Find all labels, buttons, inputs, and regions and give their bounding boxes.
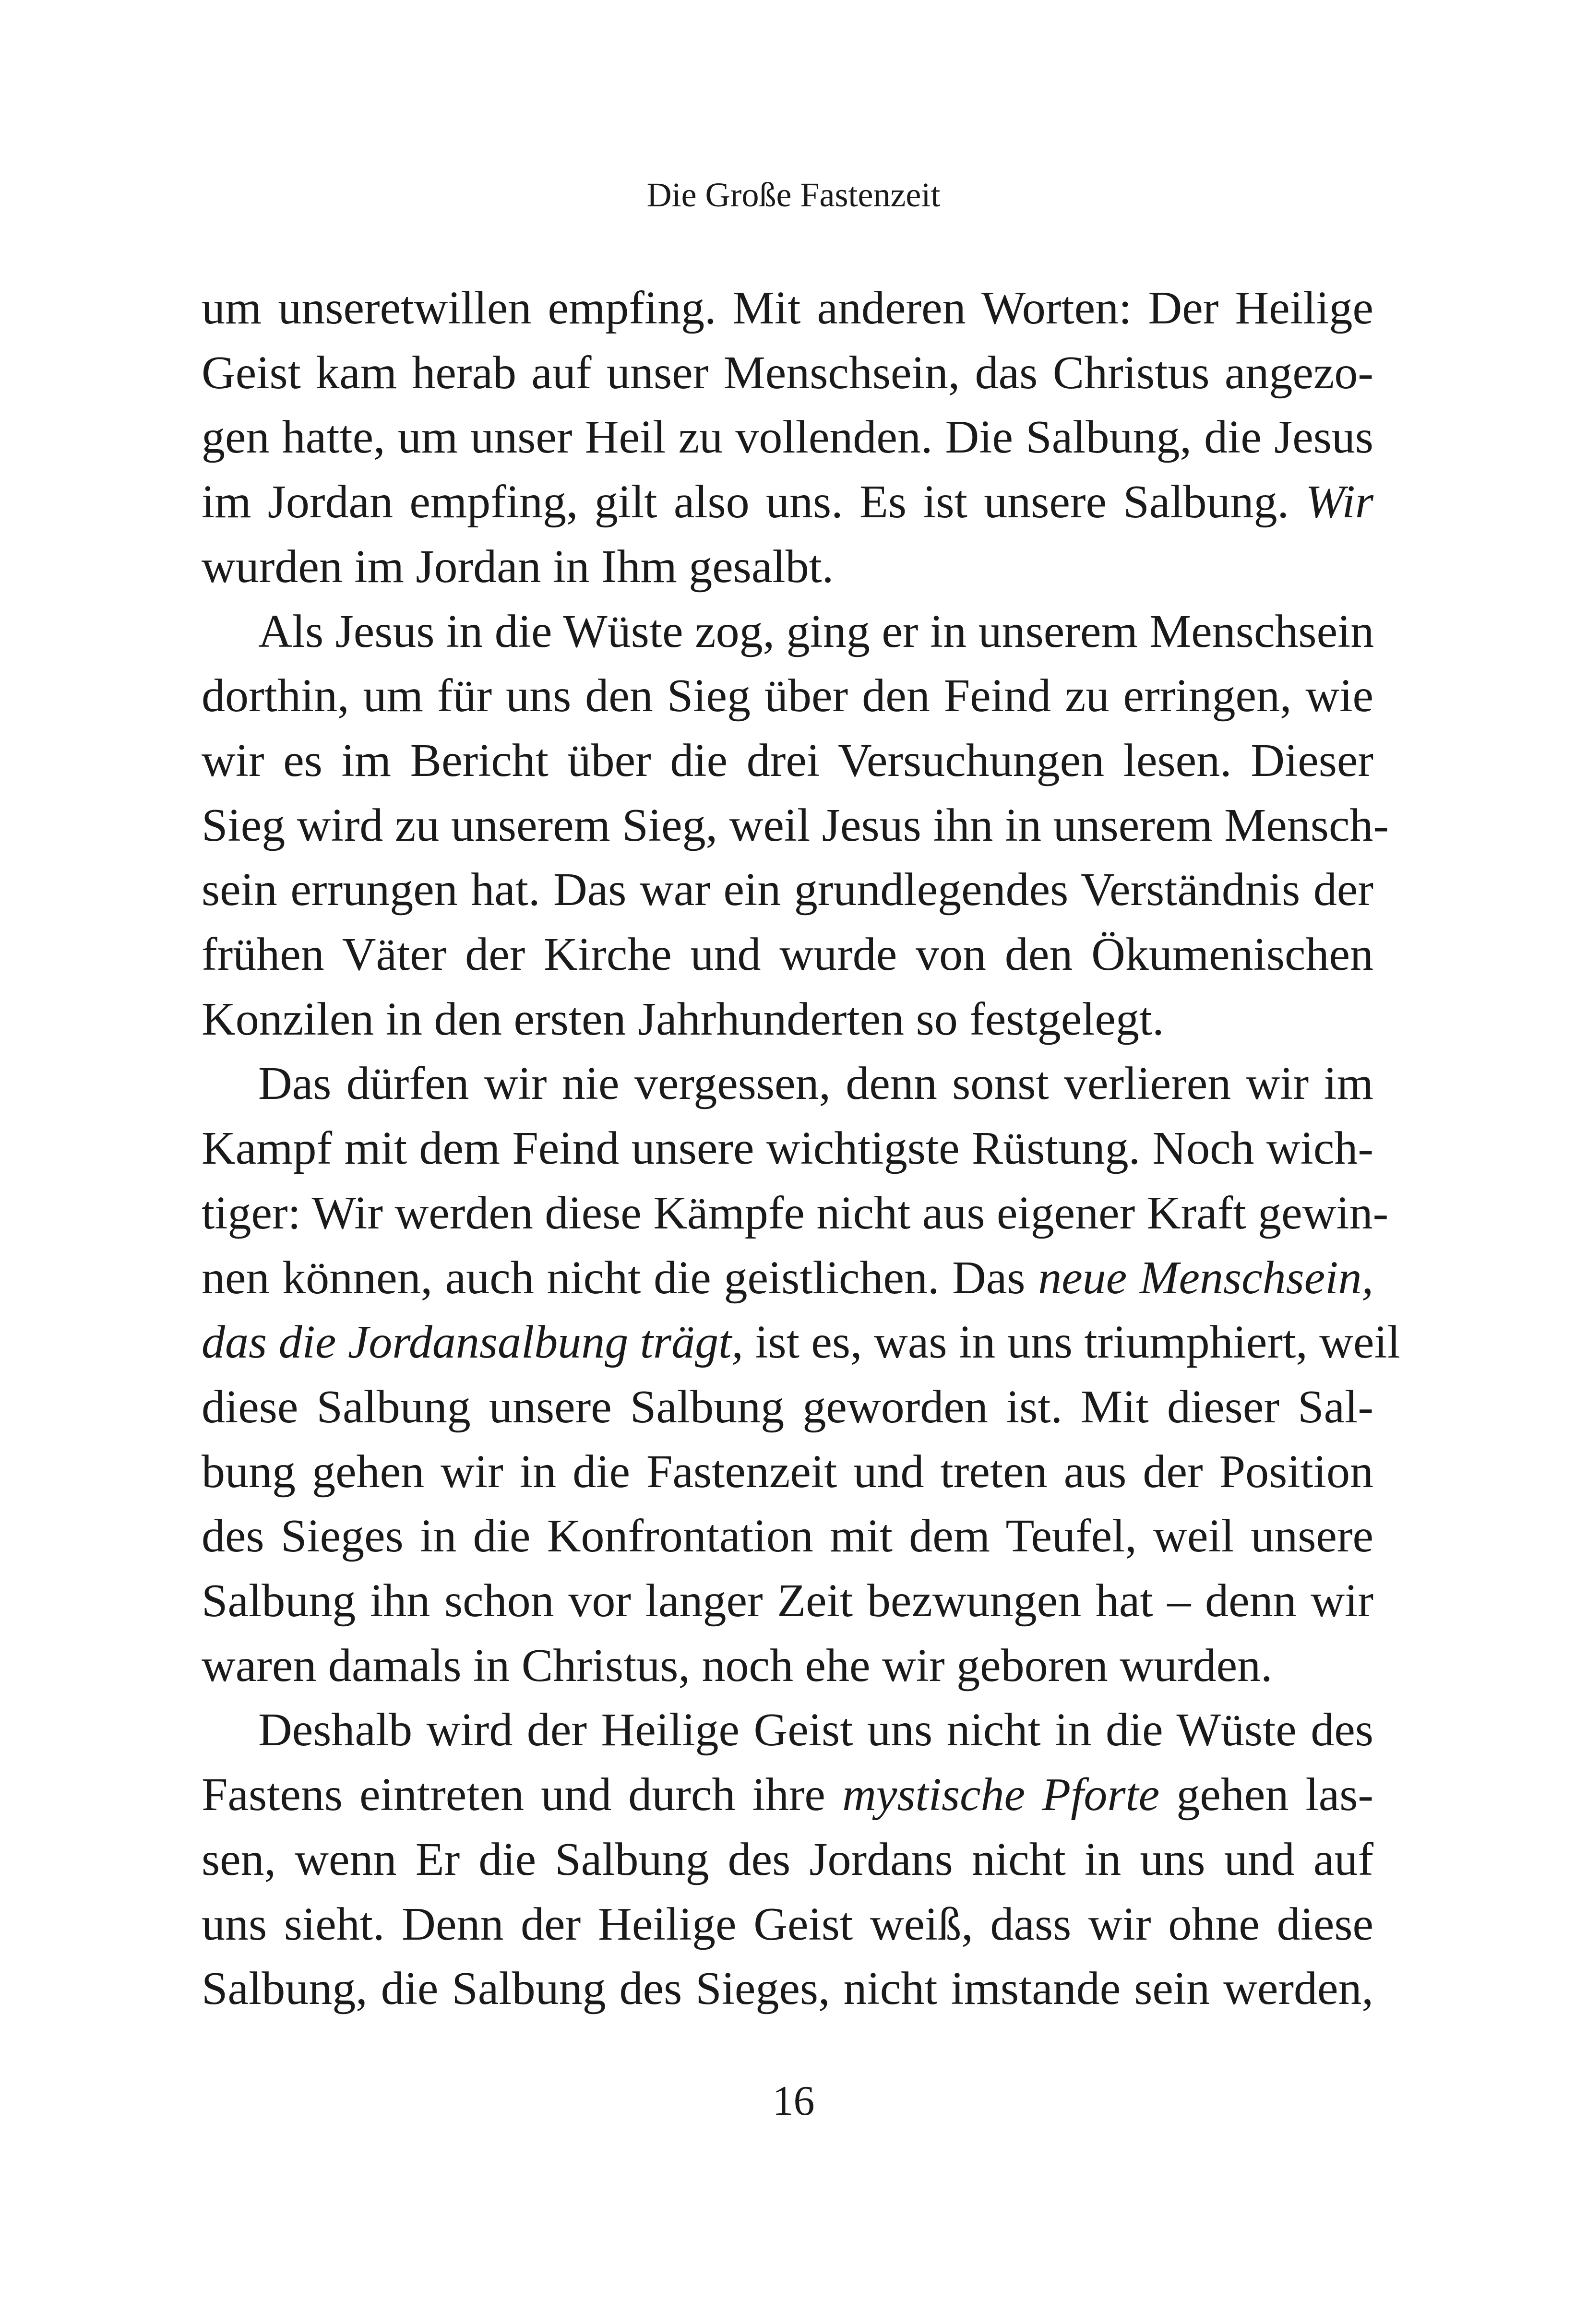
text-run: um unseretwillen empfing. Mit anderen Worten: Der Heilige: [202, 282, 1373, 334]
text-line: [202, 1763, 1373, 1827]
text-run: Geist kam herab auf unser Menschsein, das Christus angezo-: [202, 346, 1373, 399]
text-line: [202, 470, 1373, 535]
italic-run: Wir: [1305, 476, 1373, 528]
text-line: [202, 987, 1373, 1052]
text-run: nen können, auch nicht die geistlichen. Das: [202, 1251, 1038, 1304]
text-line: [202, 1956, 1373, 2021]
text-line: [202, 1246, 1373, 1311]
italic-run: das die Jordansalbung trägt,: [202, 1316, 743, 1369]
text-run: Fastens eintreten und durch ihre: [202, 1769, 843, 1821]
text-line: [202, 1051, 1373, 1116]
text-run: Kampf mit dem Feind unsere wichtigste Rüstung. Noch wich-: [202, 1122, 1373, 1175]
text-run: Konzilen in den ersten Jahrhunderten so festgelegt.: [202, 993, 1164, 1045]
text-run: Als Jesus in die Wüste zog, ging er in unserem Menschsein: [258, 605, 1374, 657]
text-line: [202, 793, 1389, 858]
text-line: [202, 405, 1373, 470]
text-run: diese Salbung unsere Salbung geworden ist. Mit dieser Sal-: [202, 1381, 1373, 1433]
text-line: [202, 922, 1373, 987]
text-run: Sieg wird zu unserem Sieg, weil Jesus ihn in unserem Mensch-: [202, 799, 1389, 851]
running-header: Die Große Fastenzeit: [646, 176, 941, 214]
text-run: frühen Väter der Kirche und wurde von den Ökumenischen: [202, 929, 1373, 981]
text-run: gen hatte, um unser Heil zu vollenden. Die Salbung, die Jesus: [202, 411, 1373, 464]
text-run: sein errungen hat. Das war ein grundlegendes Verständnis der: [202, 864, 1373, 916]
text-line: [202, 341, 1373, 405]
text-run: Salbung ihn schon vor langer Zeit bezwungen hat – denn wir: [202, 1575, 1373, 1627]
text-line: [202, 728, 1373, 793]
text-run: bung gehen wir in die Fastenzeit und treten aus der Position: [202, 1445, 1373, 1498]
body-text: [202, 276, 1400, 2021]
text-run: dorthin, um für uns den Sieg über den Feind zu erringen, wie: [202, 670, 1373, 722]
text-line: [202, 1440, 1373, 1504]
text-line: [202, 1310, 1400, 1375]
text-run: wir es im Bericht über die drei Versuchungen lesen. Dieser: [202, 734, 1373, 787]
text-line: [202, 535, 1373, 599]
text-run: tiger: Wir werden diese Kämpfe nicht aus eigener Kraft gewin-: [202, 1187, 1389, 1239]
text-run: waren damals in Christus, noch ehe wir geboren wurden.: [202, 1639, 1273, 1692]
text-run: gehen las-: [1159, 1769, 1373, 1821]
paragraph-2: [202, 599, 1389, 1052]
text-line: [202, 1116, 1373, 1181]
text-run: Das dürfen wir nie vergessen, denn sonst verlieren wir im: [258, 1058, 1373, 1110]
text-line: [202, 1827, 1373, 1892]
text-line: [202, 1892, 1373, 1957]
text-run: Salbung, die Salbung des Sieges, nicht imstande sein werden,: [202, 1963, 1373, 2015]
paragraph-4: [202, 1698, 1373, 2021]
text-run: Deshalb wird der Heilige Geist uns nicht in die Wüste des: [258, 1704, 1373, 1756]
text-line: [202, 1698, 1373, 1763]
page-number: 16: [772, 2078, 815, 2124]
paragraph-3: [202, 1051, 1400, 1698]
italic-run: mystische Pforte: [842, 1769, 1160, 1821]
text-line: [202, 1504, 1373, 1569]
text-line: [202, 1633, 1373, 1698]
text-run: wurden im Jordan in Ihm gesalbt.: [202, 540, 834, 593]
paragraph-1: [202, 276, 1373, 599]
text-run: des Sieges in die Konfrontation mit dem Teufel, weil unsere: [202, 1510, 1373, 1562]
text-line: [202, 858, 1373, 922]
text-run: im Jordan empfing, gilt also uns. Es ist unsere Salbung.: [202, 476, 1306, 528]
text-run: ist es, was in uns triumphiert, weil: [743, 1316, 1400, 1369]
text-run: uns sieht. Denn der Heilige Geist weiß, dass wir ohne diese: [202, 1898, 1373, 1950]
text-line: [202, 276, 1373, 341]
italic-run: neue Menschsein,: [1038, 1251, 1373, 1304]
text-line: [202, 1375, 1373, 1440]
text-line: [202, 664, 1373, 728]
text-line: [202, 1569, 1373, 1633]
text-line: [202, 599, 1373, 664]
text-line: [202, 1181, 1389, 1246]
text-run: sen, wenn Er die Salbung des Jordans nicht in uns und auf: [202, 1833, 1373, 1885]
